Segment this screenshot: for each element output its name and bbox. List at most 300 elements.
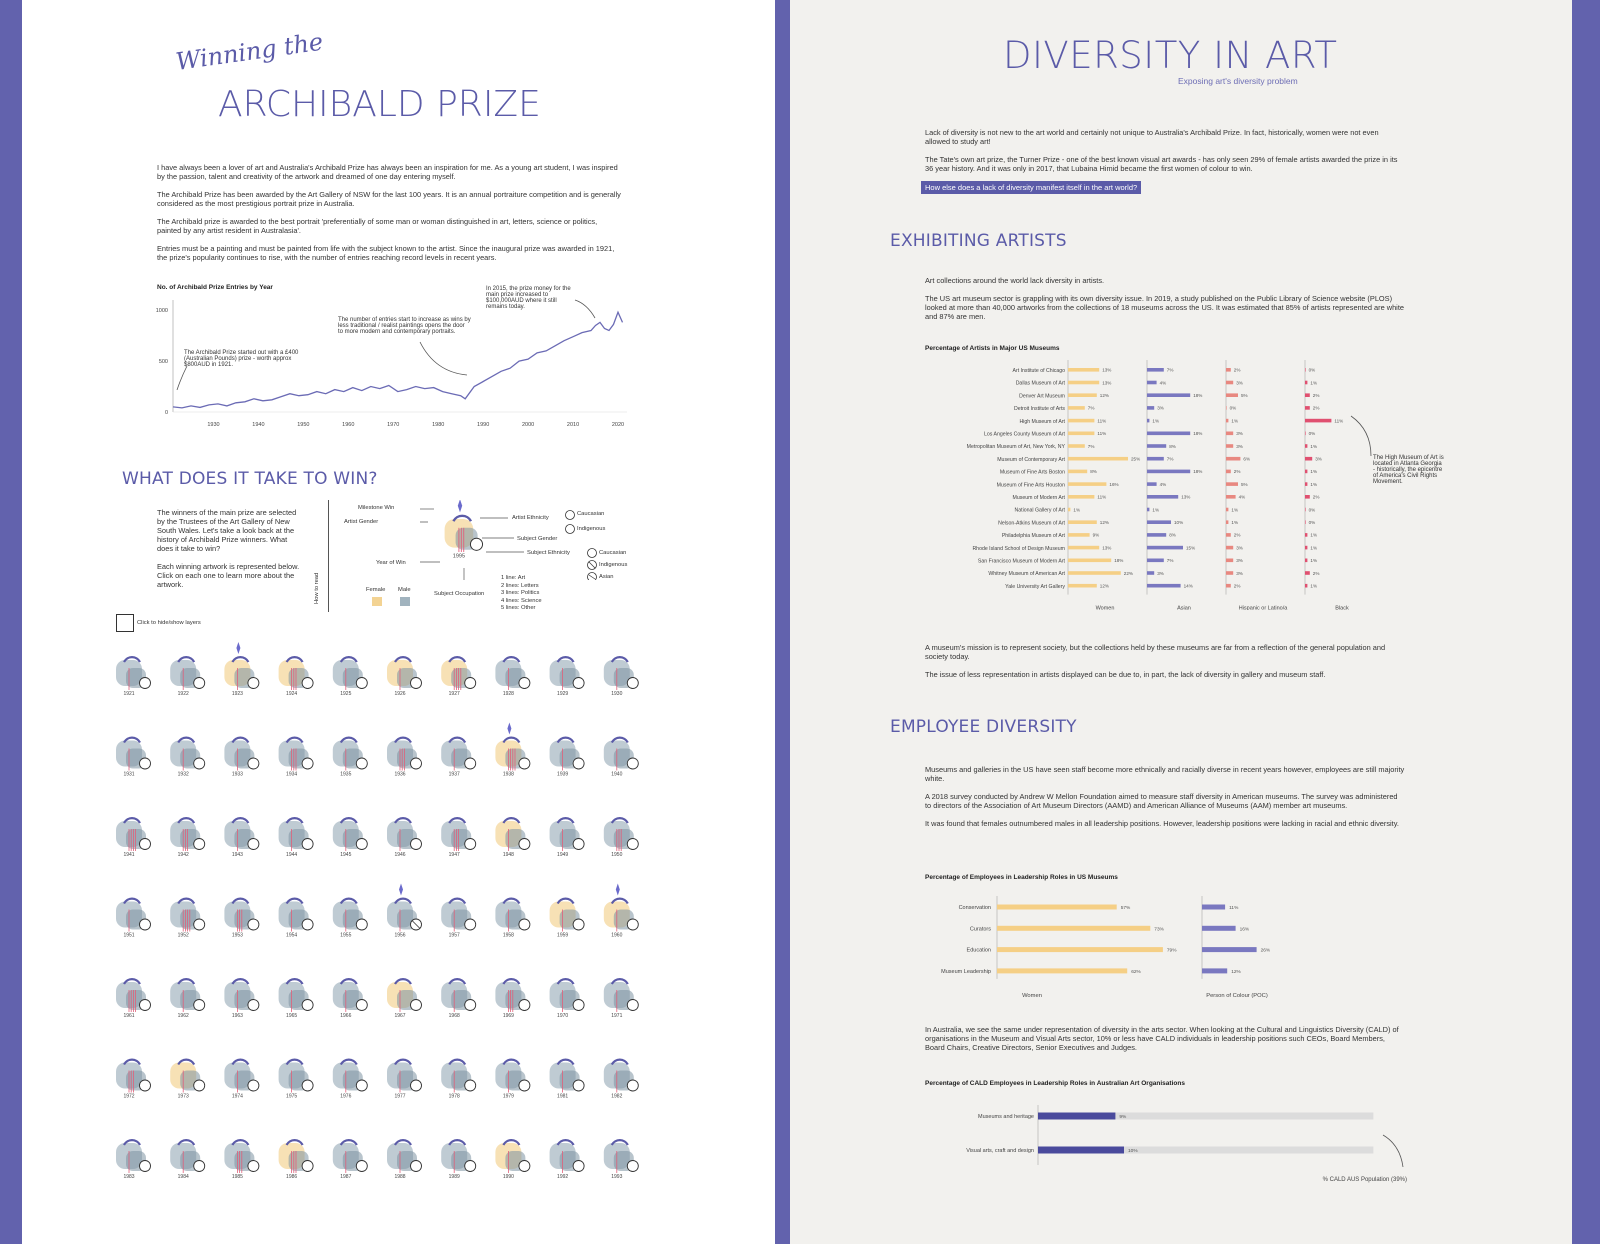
museums-bar-chart[interactable] <box>925 358 1395 610</box>
subject-ethnicity-circle <box>627 1161 638 1172</box>
exhibiting-paragraph: The US art museum sector is grappling with its own diversity issue. In 2019, a study published on the Public Library of Science website (PLOS) looked at more than 40,000 artworks from the collections of 18 museums across the US. It was estimated that 85% of artists represented are white and 87% are men. <box>925 294 1404 321</box>
subject-ethnicity-circle <box>140 678 151 689</box>
winner-artwork-1933[interactable] <box>224 738 259 778</box>
winner-artwork-1952[interactable] <box>170 899 205 939</box>
museum-bar-label: 18% <box>1114 558 1124 564</box>
year-label: 1979 <box>502 1093 514 1100</box>
museum-bar-label: 4% <box>1159 481 1167 487</box>
winner-artwork-1967[interactable] <box>387 979 422 1019</box>
museum-bar-label: 1% <box>1310 545 1318 551</box>
winner-artwork-1948[interactable] <box>495 818 530 858</box>
male-swatch <box>400 597 410 606</box>
winner-artwork-1942[interactable] <box>170 818 205 858</box>
cald-chart-title: Percentage of CALD Employees in Leadership Roles in Australian Art Organisations <box>925 1080 1185 1087</box>
museum-bar <box>1147 419 1149 423</box>
win-text <box>157 508 305 598</box>
winner-artwork-1981[interactable] <box>550 1060 585 1100</box>
subject-ethnicity-circle <box>627 919 638 930</box>
year-label: 1961 <box>123 1013 135 1019</box>
museum-bar <box>1068 432 1094 436</box>
winner-artwork-1963[interactable] <box>224 979 259 1019</box>
museum-bar-label: 3% <box>1236 558 1243 564</box>
museum-bar-label: 8% <box>1090 469 1097 475</box>
winner-artwork-1937[interactable] <box>441 738 476 778</box>
museum-bar-label: 5% <box>1241 481 1248 487</box>
after-paragraph: A museum's mission is to represent society, but the collections held by these museums are far from a reflection of the general population and society today. <box>925 643 1386 661</box>
year-label: 1977 <box>394 1093 406 1100</box>
winner-artwork-1986[interactable] <box>279 1140 314 1180</box>
cald-paragraph: In Australia, we see the same under representation of diversity in the arts sector. When looking at the Cultural and Linguistics Diversity (CALD) of organisations in the Museum and Visual Arts sector, 10% or less have CALD individuals in leadership positions such CEOs, Board Members, Board Chairs, Creative Directors, Senior Executives and Judges. <box>925 1025 1399 1052</box>
role-bar-label: 79% <box>1166 948 1177 954</box>
intro-paragraph: The Archibald Prize has been awarded by the Art Gallery of NSW for the last 100 years. It is an annual portraiture competition and is generally considered as the most prestigious portrait prize in Australia. <box>157 190 621 208</box>
subject-ethnicity-circle <box>627 839 638 850</box>
role-label: Museum Leadership <box>941 968 991 975</box>
page-title: ARCHIBALD PRIZE <box>218 84 541 125</box>
winner-artwork-1936[interactable] <box>387 738 422 778</box>
subject-ethnicity-circle <box>573 758 584 769</box>
museum-bar-label: 1% <box>1073 507 1081 513</box>
winner-artwork-1922[interactable] <box>170 657 205 697</box>
subject-caucasian-symbol <box>588 549 597 558</box>
museum-bar <box>1068 520 1097 524</box>
subject-ethnicity-circle <box>470 538 482 550</box>
winner-artwork-1944[interactable] <box>279 818 314 858</box>
role-label: Curators <box>969 926 991 933</box>
winner-artwork-1924[interactable] <box>279 657 314 697</box>
occupation-line: 3 lines: Politics <box>501 590 540 597</box>
museum-bar <box>1226 584 1231 588</box>
year-label: 1957 <box>448 932 460 939</box>
museum-bar <box>1226 381 1233 385</box>
milestone-star <box>616 884 620 896</box>
winners-grid[interactable] <box>105 630 675 1240</box>
museum-label: San Francisco Museum of Modern Art <box>977 558 1065 565</box>
year-label: 1947 <box>448 852 460 858</box>
milestone-star <box>236 642 240 654</box>
intro-text <box>157 163 622 271</box>
museum-bar <box>1068 368 1099 372</box>
diversity-subtitle: Exposing art's diversity problem <box>1178 76 1298 86</box>
museum-bar <box>1068 381 1099 385</box>
winner-artwork-1979[interactable] <box>495 1060 530 1100</box>
museum-bar <box>1147 393 1190 397</box>
legend-artist-gender: Artist Gender <box>344 519 379 525</box>
museum-bar-label: 8% <box>1169 532 1176 538</box>
winner-artwork-1962[interactable] <box>170 979 205 1019</box>
museum-bar <box>1147 381 1157 385</box>
museum-bar-label: 1% <box>1310 481 1318 487</box>
subject-ethnicity-circle <box>194 758 205 769</box>
winner-artwork-1943[interactable] <box>224 818 259 858</box>
year-label: 1956 <box>394 932 406 939</box>
year-label: 1966 <box>340 1013 352 1019</box>
winner-artwork-1974[interactable] <box>224 1060 259 1100</box>
employee-paragraph: It was found that females outnumbered males in all leadership positions. However, leadership positions were lacking in racial and ethnic diversity. <box>925 819 1399 828</box>
winner-artwork-1972[interactable] <box>116 1060 151 1100</box>
museum-bar-label: 2% <box>1233 367 1241 373</box>
winner-artwork-1946[interactable] <box>387 818 422 858</box>
subject-ethnicity-circle <box>302 1080 313 1091</box>
year-label: 1989 <box>448 1174 460 1180</box>
winner-artwork-1950[interactable] <box>604 818 639 858</box>
year-label: 1984 <box>177 1174 189 1180</box>
year-label: 1926 <box>394 691 406 697</box>
museum-bar <box>1068 559 1111 563</box>
winner-artwork-1938[interactable] <box>495 723 530 778</box>
diversity-panel <box>775 0 1600 1244</box>
winner-artwork-1983[interactable] <box>116 1140 151 1180</box>
y-tick-label: 1000 <box>155 308 168 315</box>
winner-artwork-1925[interactable] <box>333 657 368 697</box>
diversity-question-button[interactable]: How else does a lack of diversity manifest itself in the art world? <box>921 181 1141 194</box>
subject-ethnicity-circle <box>248 1000 259 1011</box>
museum-bar <box>1068 393 1097 397</box>
museum-bar-label: 7% <box>1166 456 1174 462</box>
museum-bar-label: 2% <box>1312 570 1320 576</box>
museum-bar-label: 3% <box>1157 570 1164 576</box>
winner-artwork-1989[interactable] <box>441 1140 476 1180</box>
year-label: 1981 <box>557 1093 569 1100</box>
leadership-bar-chart[interactable] <box>925 890 1325 1005</box>
museum-bar <box>1147 571 1154 575</box>
role-bar-label: 57% <box>1120 906 1131 911</box>
year-label: 1995 <box>452 553 466 560</box>
subject-ethnicity-circle <box>140 758 151 769</box>
employee-paragraph: Museums and galleries in the US have seen staff become more ethnically and racially diverse in recent years however, employees are still majority white. <box>925 765 1405 783</box>
museum-bar <box>1147 406 1154 410</box>
subject-ethnicity-circle <box>302 839 313 850</box>
subject-ethnicity-circle <box>140 839 151 850</box>
year-label: 1937 <box>448 771 460 778</box>
museum-label: Art Institute of Chicago <box>1012 368 1065 374</box>
winner-artwork-1929[interactable] <box>550 657 585 697</box>
cald-text <box>925 1025 1405 1061</box>
subject-ethnicity-circle <box>519 1000 530 1011</box>
winner-artwork-1992[interactable] <box>550 1140 585 1180</box>
museum-bar-label: 25% <box>1131 456 1141 462</box>
year-label: 1990 <box>502 1174 514 1180</box>
year-label: 1933 <box>231 771 243 778</box>
winner-artwork-1957[interactable] <box>441 899 476 939</box>
museum-bar-label: 3% <box>1236 570 1243 576</box>
subject-ethnicity-circle <box>411 678 422 689</box>
winner-artwork-1921[interactable] <box>116 657 151 697</box>
exhibiting-paragraph: Art collections around the world lack diversity in artists. <box>925 276 1105 285</box>
year-label: 1971 <box>611 1013 623 1019</box>
museum-bar-label: 11% <box>1334 418 1344 424</box>
year-label: 1939 <box>557 771 569 778</box>
museum-bar-label: 3% <box>1236 431 1243 437</box>
museum-bar <box>1147 584 1181 588</box>
year-label: 1943 <box>231 852 243 858</box>
winner-artwork-1966[interactable] <box>333 979 368 1019</box>
legend-asian: Asian <box>599 574 614 580</box>
year-label: 1962 <box>177 1013 189 1019</box>
left-border-stripe <box>0 0 22 1244</box>
cald-bar-label: 9% <box>1119 1115 1127 1120</box>
museum-bar <box>1068 470 1087 474</box>
occupation-line: 2 lines: Letters <box>501 582 539 589</box>
win-section-title: WHAT DOES IT TAKE TO WIN? <box>122 469 378 489</box>
win-paragraph: The winners of the main prize are selected by the Trustees of the Art Gallery of New South Wales. Let's take a look back at the history of Archibald Prize winners. What does it take to win? <box>157 508 297 553</box>
legend-subject-occupation: Subject Occupation <box>434 591 485 597</box>
right-panel-right-stripe <box>1572 0 1600 1244</box>
winner-artwork-1932[interactable] <box>170 738 205 778</box>
museum-bar <box>1226 533 1231 537</box>
museum-bar <box>1068 406 1085 410</box>
winner-artwork-1988[interactable] <box>387 1140 422 1180</box>
cald-reference-arrow <box>1383 1135 1403 1167</box>
annotation-modern: The number of entries start to increase as wins by less traditional / realist paintings opens the door to more modern and contemporary portraits. <box>338 317 471 335</box>
museum-bar-label: 6% <box>1243 456 1251 462</box>
subject-ethnicity-circle <box>573 1000 584 1011</box>
year-label: 1959 <box>557 932 569 939</box>
winner-artwork-1930[interactable] <box>604 657 639 697</box>
subject-ethnicity-circle <box>573 839 584 850</box>
winner-artwork-1934[interactable] <box>279 738 314 778</box>
diversity-intro <box>925 128 1405 182</box>
subject-asian-symbol <box>588 573 597 581</box>
museum-bar <box>1147 432 1190 436</box>
role-bar <box>1202 947 1257 952</box>
winner-artwork-1958[interactable] <box>495 899 530 939</box>
museum-bar-label: 22% <box>1123 570 1134 576</box>
museum-bar-label: 15% <box>1186 545 1196 551</box>
subject-ethnicity-circle <box>519 758 530 769</box>
exhibiting-title: EXHIBITING ARTISTS <box>890 231 1067 251</box>
museum-bar-label: 2% <box>1312 393 1320 398</box>
year-label: 1935 <box>340 771 352 778</box>
museum-bar <box>1226 571 1233 575</box>
winner-artwork-1931[interactable] <box>116 738 151 778</box>
winner-artwork-1953[interactable] <box>224 899 259 939</box>
winner-artwork-1927[interactable] <box>441 657 476 697</box>
museum-bar-label: 12% <box>1099 393 1110 398</box>
year-label: 1963 <box>231 1013 243 1019</box>
winner-artwork-1993[interactable] <box>604 1140 639 1180</box>
winner-artwork-1940[interactable] <box>604 738 639 778</box>
museum-bar-label: 18% <box>1193 393 1203 398</box>
subject-ethnicity-circle <box>465 919 476 930</box>
museum-label: Rhode Island School of Design Museum <box>972 545 1065 552</box>
year-label: 1928 <box>502 691 514 697</box>
museum-bar <box>1147 533 1166 537</box>
winner-artwork-1968[interactable] <box>441 979 476 1019</box>
museum-bar <box>1305 419 1331 423</box>
subject-ethnicity-circle <box>627 1080 638 1091</box>
museum-bar <box>1305 432 1306 436</box>
milestone-star <box>399 884 403 896</box>
subject-ethnicity-circle <box>248 919 259 930</box>
subject-ethnicity-circle <box>465 1080 476 1091</box>
museum-bar <box>1305 508 1306 512</box>
museum-bar-label: 1% <box>1310 469 1318 475</box>
winner-artwork-1939[interactable] <box>550 738 585 778</box>
museum-label: Detroit Institute of Arts <box>1013 406 1065 413</box>
museum-bar <box>1068 495 1094 499</box>
museum-bar <box>1305 393 1310 397</box>
museum-bar-label: 9% <box>1092 532 1100 538</box>
museum-bar <box>1068 584 1097 588</box>
winner-artwork-1978[interactable] <box>441 1060 476 1100</box>
winner-artwork-1982[interactable] <box>604 1060 639 1100</box>
x-tick-label: 1990 <box>477 422 490 428</box>
winner-artwork-1951[interactable] <box>116 899 151 939</box>
subject-ethnicity-circle <box>411 1080 422 1091</box>
museum-bar <box>1226 520 1228 524</box>
subject-ethnicity-circle <box>248 1161 259 1172</box>
winner-artwork-1965[interactable] <box>279 979 314 1019</box>
winner-artwork-1949[interactable] <box>550 818 585 858</box>
museum-bar-label: 0% <box>1308 431 1316 437</box>
winner-artwork-1977[interactable] <box>387 1060 422 1100</box>
museum-bar <box>1147 546 1183 550</box>
subject-ethnicity-circle <box>248 678 259 689</box>
x-tick-label: 1970 <box>387 422 400 428</box>
legend-male: Male <box>398 587 411 593</box>
museum-bar-label: 4% <box>1159 380 1167 386</box>
subject-ethnicity-circle <box>519 1080 530 1091</box>
winner-artwork-1926[interactable] <box>387 657 422 697</box>
cald-bar-label: 10% <box>1128 1149 1138 1154</box>
museum-bar <box>1147 482 1157 486</box>
cald-label: Museums and heritage <box>978 1114 1034 1120</box>
winner-artwork-1995[interactable] <box>445 500 483 560</box>
winner-artwork-1970[interactable] <box>550 979 585 1019</box>
winner-artwork-1976[interactable] <box>333 1060 368 1100</box>
museum-bar-label: 8% <box>1169 443 1176 449</box>
year-label: 1940 <box>611 771 623 778</box>
winner-artwork-1959[interactable] <box>550 899 585 939</box>
museum-bar <box>1305 444 1307 448</box>
museum-bar-label: 11% <box>1097 431 1107 437</box>
year-label: 1931 <box>123 771 135 778</box>
annotation-arrows <box>175 280 635 390</box>
winner-artwork-1956[interactable] <box>387 884 422 939</box>
year-label: 1945 <box>340 852 352 858</box>
subject-ethnicity-circle <box>519 678 530 689</box>
museum-bar <box>1068 571 1121 575</box>
museum-bar <box>1226 393 1238 397</box>
role-label: Education <box>966 947 991 954</box>
year-label: 1967 <box>394 1013 406 1019</box>
year-label: 1993 <box>611 1174 623 1180</box>
cald-bar <box>1038 1147 1124 1154</box>
winner-artwork-1928[interactable] <box>495 657 530 697</box>
winner-artwork-1975[interactable] <box>279 1060 314 1100</box>
museum-bar-label: 3% <box>1157 405 1164 411</box>
x-tick-label: 1960 <box>342 422 355 428</box>
year-label: 1922 <box>177 691 189 697</box>
year-label: 1946 <box>394 852 406 858</box>
winner-artwork-1973[interactable] <box>170 1060 205 1100</box>
legend-female: Female <box>366 587 386 593</box>
year-label: 1948 <box>502 852 514 858</box>
role-bar <box>997 905 1117 910</box>
after-paragraph: The issue of less representation in artists displayed can be due to, in part, the lack of diversity in gallery and museum staff. <box>925 670 1326 679</box>
museum-bar-label: 7% <box>1166 367 1174 373</box>
occupation-line: 4 lines: Science <box>501 597 542 604</box>
series-name: Women <box>1095 605 1115 610</box>
museum-bar-label: 2% <box>1233 583 1241 589</box>
winner-artwork-1960[interactable] <box>604 884 639 939</box>
subject-ethnicity-circle <box>573 1161 584 1172</box>
role-bar-label: 62% <box>1131 969 1141 975</box>
museum-bar <box>1305 584 1307 588</box>
year-label: 1975 <box>286 1093 298 1100</box>
winner-artwork-1990[interactable] <box>495 1140 530 1180</box>
winner-artwork-1941[interactable] <box>116 818 151 858</box>
legend-caucasian-2: Caucasian <box>599 550 627 556</box>
role-bar <box>1202 905 1225 910</box>
winner-artwork-1984[interactable] <box>170 1140 205 1180</box>
museum-bar-label: 0% <box>1229 405 1237 411</box>
museum-bar <box>1147 559 1164 563</box>
subject-ethnicity-circle <box>519 839 530 850</box>
museum-bar <box>1226 432 1233 436</box>
intro-paragraph: Lack of diversity is not new to the art world and certainly not unique to Australia's Archibald Prize. In fact, historically, women were not even allowed to study art! <box>925 128 1379 146</box>
museum-bar <box>1226 482 1238 486</box>
year-label: 1960 <box>611 932 623 939</box>
x-tick-label: 1950 <box>297 422 310 428</box>
winner-artwork-1923[interactable] <box>224 642 259 697</box>
museum-label: Whitney Museum of American Art <box>988 571 1065 578</box>
year-label: 1938 <box>502 771 514 778</box>
legend-occupation-list <box>501 575 542 613</box>
winner-artwork-1955[interactable] <box>333 899 368 939</box>
winner-artwork-1987[interactable] <box>333 1140 368 1180</box>
museum-bar-label: 1% <box>1231 520 1239 525</box>
year-label: 1944 <box>286 852 298 858</box>
legend-artist-ethnicity: Artist Ethnicity <box>512 515 549 521</box>
cald-bar-chart[interactable] <box>925 1095 1425 1195</box>
role-bar <box>1202 968 1227 973</box>
winner-artwork-1969[interactable] <box>495 979 530 1019</box>
role-bar-label: 16% <box>1239 927 1250 933</box>
subject-ethnicity-circle <box>573 1080 584 1091</box>
museum-bar-label: 10% <box>1174 520 1184 525</box>
year-label: 1986 <box>286 1174 298 1180</box>
intro-paragraph: The Tate's own art prize, the Turner Prize - one of the best known visual art awards - has only seen 29% of female artists awarded the prize in its 36 year history. And it was only in 2017, that Lubaina Himid became the first women of colour to win. <box>925 155 1398 173</box>
museum-bar-label: 13% <box>1102 380 1112 386</box>
year-label: 1923 <box>231 691 243 697</box>
subject-ethnicity-circle <box>140 1000 151 1011</box>
museum-bar-label: 12% <box>1099 583 1110 589</box>
year-label: 1951 <box>123 932 135 939</box>
museum-label: Museum of Fine Arts Boston <box>999 469 1065 476</box>
winner-artwork-1971[interactable] <box>604 979 639 1019</box>
winner-artwork-1947[interactable] <box>441 818 476 858</box>
diversity-title: DIVERSITY IN ART <box>1003 34 1338 77</box>
employee-paragraph: A 2018 survey conducted by Andrew W Mellon Foundation aimed to measure staff diversity in American museums. The survey was administered to directors of the Association of Art Museum Directors (AAMD) and American Alliance of Museums (AAM) member art museums. <box>925 792 1398 810</box>
winner-artwork-1935[interactable] <box>333 738 368 778</box>
museum-bar <box>1305 546 1307 550</box>
winner-artwork-1954[interactable] <box>279 899 314 939</box>
year-label: 1954 <box>286 932 298 939</box>
winner-artwork-1961[interactable] <box>116 979 151 1019</box>
employee-text <box>925 765 1405 837</box>
winner-artwork-1945[interactable] <box>333 818 368 858</box>
museum-bar-label: 1% <box>1231 418 1239 424</box>
winner-artwork-1985[interactable] <box>224 1140 259 1180</box>
museum-label: Philadelphia Museum of Art <box>1001 533 1065 540</box>
museum-bar <box>1147 520 1171 524</box>
subject-ethnicity-circle <box>302 1161 313 1172</box>
museum-bar <box>1226 457 1240 461</box>
y-tick-label: 500 <box>158 359 168 366</box>
year-label: 1930 <box>611 691 623 697</box>
subject-ethnicity-circle <box>573 919 584 930</box>
